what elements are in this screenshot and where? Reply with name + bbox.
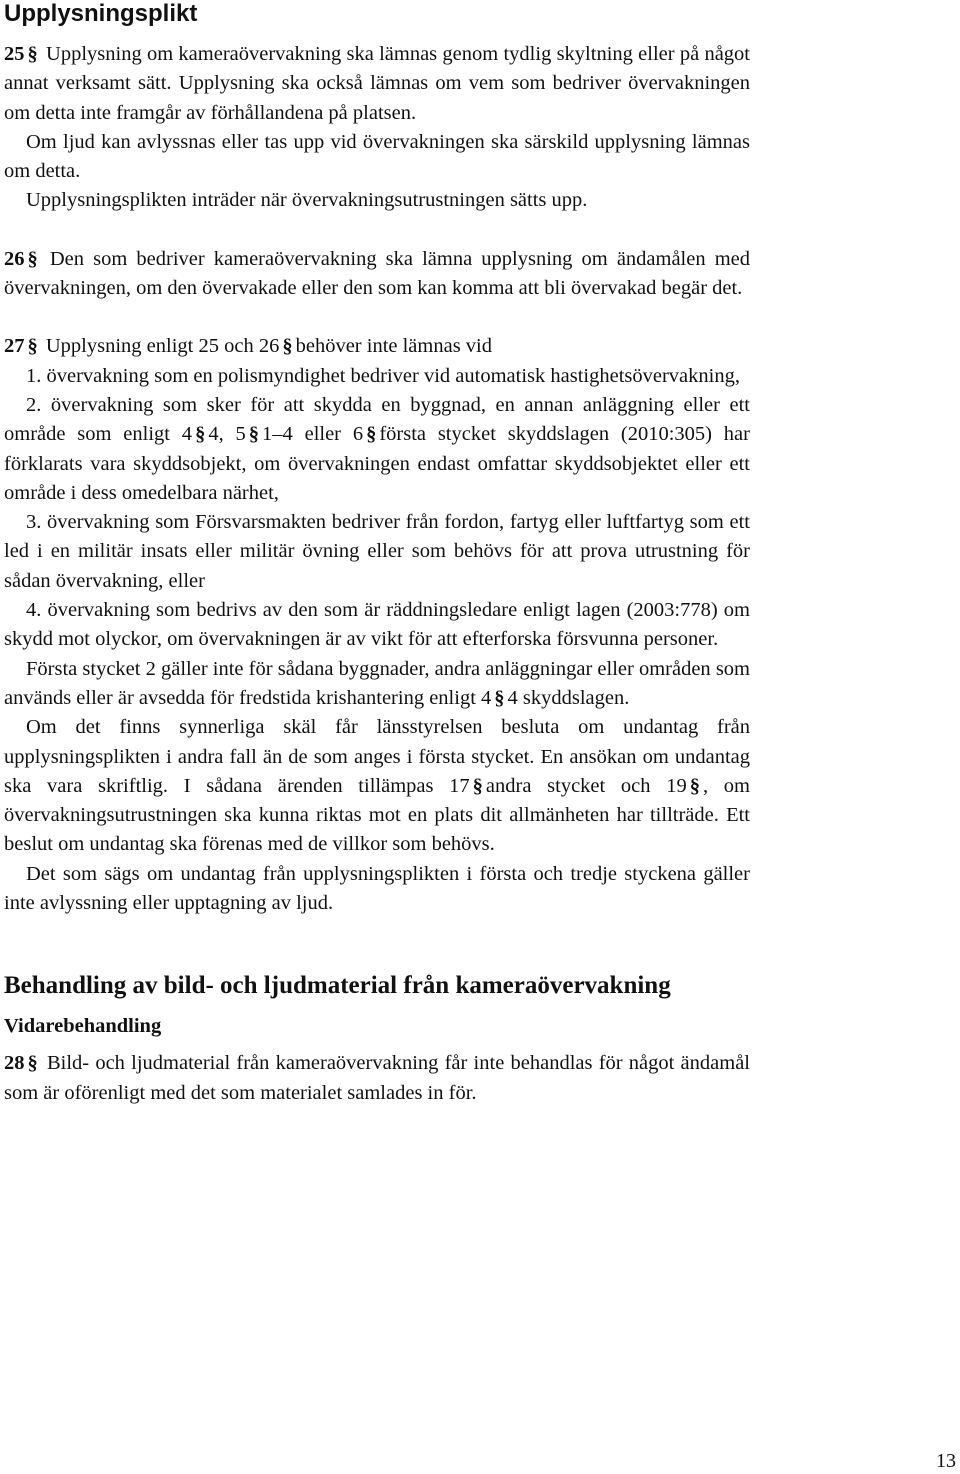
list-item-2: [4, 391, 750, 508]
section-25-p2: Om ljud kan avlyssnas eller tas upp vid övervakningen ska särskild upplysning lämnas om detta.: [4, 130, 750, 183]
section-28-p1: [4, 1049, 750, 1108]
paragraph-sign-icon: §: [366, 423, 377, 446]
section-text: behöver inte lämnas vid: [295, 335, 492, 358]
section-number: 28: [4, 1052, 25, 1075]
section-number: 26: [4, 247, 25, 270]
paragraph-sign-icon: §: [248, 423, 260, 446]
chapter-heading: Behandling av bild- och ljudmaterial från kameraövervakning: [4, 972, 671, 1000]
paragraph-sign-icon: §: [27, 247, 38, 270]
section-text: Upplysning om kameraövervakning ska lämnas genom tydlig skyltning eller på något annat verksamt sätt. Upplysning ska också lämnas om vem som bedriver övervakningen om detta inte framgår av förhållandena på platsen.: [4, 43, 751, 124]
section-number: 25: [4, 43, 25, 65]
section-text: Den som bedriver kameraövervakning ska lämna upplysning om ändamålen med övervakningen, om den övervakade eller den som kan komma att bli övervakad begär det.: [4, 247, 750, 300]
paragraph-last: Det som sägs om undantag från upplysningsplikten i första och tredje styckena gäller inte avlyssning eller upptagning av ljud.: [4, 862, 750, 915]
section-25-p3: Upplysningsplikten inträder när övervakningsutrustningen sätts upp.: [26, 189, 588, 212]
paragraph-text: andra stycket och 19: [485, 774, 687, 797]
paragraph-sign-icon: §: [689, 774, 700, 797]
paragraph-sign-icon: §: [494, 686, 505, 709]
paragraph-forsta-stycket: [4, 655, 750, 714]
list-item-3: 3. övervakning som Försvarsmakten bedriver från fordon, fartyg eller luftfartyg som ett led i en militär insats eller militär övning eller som behövs för att prova utrustning för sådan övervakning, eller: [4, 511, 750, 592]
list-item-text: 1–4 eller 6: [262, 423, 364, 446]
paragraph-sign-icon: §: [27, 43, 38, 65]
document-page: [4, 0, 750, 1108]
list-item-text: första stycket skyddslagen (2010:305) har förklarats vara skyddsobjekt, om övervakningen endast omfattar skyddsobjektet eller ett område i dess omedelbara närhet,: [4, 423, 750, 504]
section-26-p1: [4, 245, 750, 304]
paragraph-text: 4 skyddslagen.: [507, 686, 630, 709]
paragraph-undantag: [4, 713, 750, 859]
paragraph-sign-icon: §: [195, 423, 206, 446]
paragraph-text: , om övervakningsutrustningen ska kunna riktas mot en plats dit allmänheten har tillträde. Ett beslut om undantag ska förenas med de villkor som behövs.: [4, 774, 750, 856]
list-item-4: 4. övervakning som bedrivs av den som är räddningsledare enligt lagen (2003:778) om skydd mot olyckor, om övervakningen är av vikt för att efterforska försvunna personer.: [4, 599, 750, 651]
section-text: Upplysning enligt 25 och 26: [45, 335, 280, 358]
paragraph-sign-icon: §: [282, 335, 293, 358]
paragraph-sign-icon: §: [27, 1052, 38, 1075]
list-item-1: 1. övervakning som en polismyndighet bedriver vid automatisk hastighetsövervakning,: [26, 364, 740, 387]
page-number: 13: [936, 1450, 956, 1472]
paragraph-sign-icon: §: [472, 774, 483, 797]
section-number: 27: [4, 335, 25, 358]
subheading: Vidarebehandling: [4, 1015, 162, 1038]
section-text: Bild- och ljudmaterial från kameraövervakning får inte behandlas för något ändamål som är oförenligt med det som materialet samlades in för.: [4, 1052, 750, 1104]
list-item-text: 4, 5: [208, 423, 246, 446]
paragraph-text: Första stycket 2 gäller inte för sådana byggnader, andra anläggningar eller områden som används eller är avsedda för fredstida krishantering enligt 4: [4, 657, 750, 709]
section-25-p1: [4, 40, 750, 128]
paragraph-text: Om det finns synnerliga skäl får länsstyrelsen besluta om undantag från upplysningsplikten i andra fall än de som anges i första stycket. En ansökan om undantag ska vara skriftlig. I sådana ärenden tillämpas 17: [4, 716, 750, 797]
list-item-text: 2. övervakning som sker för att skydda en byggnad, en annan anläggning eller ett område som enligt 4: [4, 393, 750, 446]
section-27-intro: [4, 332, 750, 361]
paragraph-sign-icon: §: [27, 335, 38, 358]
section-heading: Upplysningsplikt: [4, 0, 198, 27]
